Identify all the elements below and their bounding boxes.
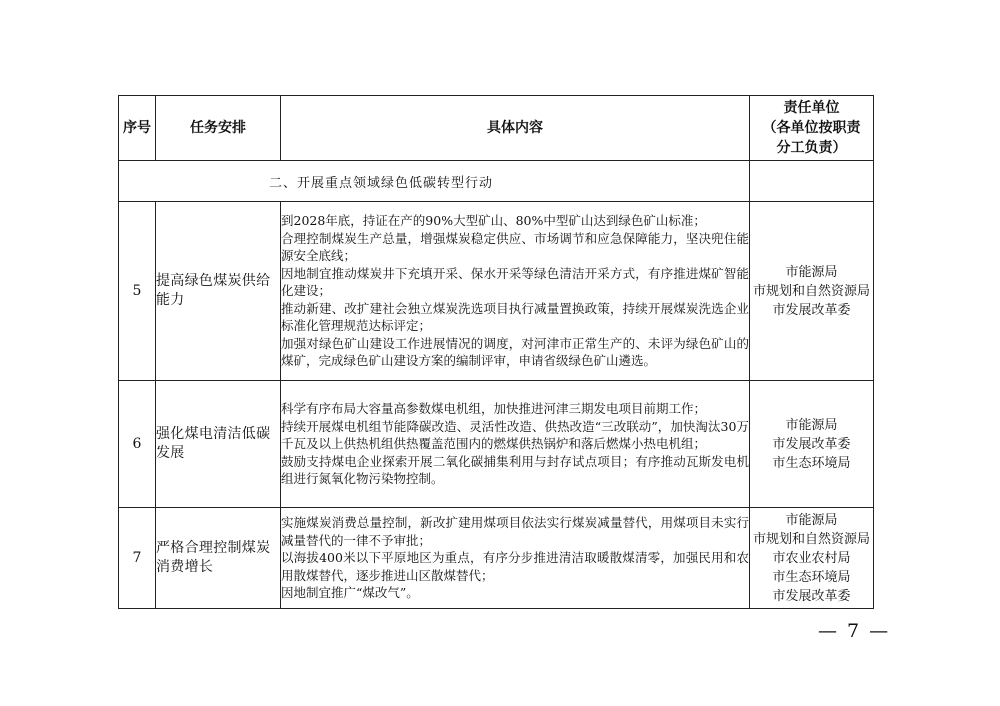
content-item: 因地制宜推广“煤改气”。: [281, 585, 419, 601]
content-item: 推动新建、改扩建社会独立煤炭洗选项目执行减量置换政策，持续开展煤炭洗选企业标准化管理规范达标评定；: [281, 300, 749, 334]
row-units: [750, 202, 874, 381]
row-content: [281, 381, 750, 508]
header-content: 具体内容: [281, 96, 750, 161]
row-index: 7: [119, 508, 156, 609]
content-item: 到2028年底，持证在产的90%大型矿山、80%中型矿山达到绿色矿山标准；: [281, 213, 706, 229]
unit-item: 市农业农村局: [772, 550, 851, 566]
section-row: [119, 161, 874, 202]
task-table: [118, 95, 874, 609]
content-item: 合理控制煤炭生产总量，增强煤炭稳定供应、市场调节和应急保障能力，坚决兜住能源安全底线；: [281, 230, 749, 264]
row-content: [281, 202, 750, 381]
content-item: 持续开展煤电机组节能降碳改造、灵活性改造、供热改造“三改联动”，加快淘汰30万千瓦及以上供热机组供热覆盖范围内的燃煤供热锅炉和落后燃煤小热电机组；: [281, 418, 749, 452]
content-item: 因地制宜推动煤炭井下充填开采、保水开采等绿色清洁开采方式，有序推进煤矿智能化建设；: [281, 265, 749, 299]
unit-item: 市发展改革委: [772, 588, 851, 604]
section-title: 二、开展重点领域绿色低碳转型行动: [119, 161, 750, 202]
row-task: 提高绿色煤炭供给能力: [156, 202, 281, 381]
unit-item: 市规划和自然资源局: [752, 531, 870, 547]
section-empty-cell: [750, 161, 874, 202]
header-index: 序号: [119, 96, 156, 161]
unit-item: 市规划和自然资源局: [752, 283, 870, 299]
unit-item: 市能源局: [785, 264, 838, 280]
header-unit: [750, 96, 874, 161]
unit-item: 市发展改革委: [772, 302, 851, 318]
row-index: 5: [119, 202, 156, 381]
table-row: [119, 508, 874, 609]
content-item: 加强对绿色矿山建设工作进展情况的调度，对河津市正常生产的、未评为绿色矿山的煤矿，完成绿色矿山建设方案的编制评审，申请省级绿色矿山遴选。: [281, 335, 749, 369]
table-row: [119, 202, 874, 381]
page-number: — 7 —: [818, 620, 891, 642]
row-content: [281, 508, 750, 609]
row-units: [750, 508, 874, 609]
row-units: [750, 381, 874, 508]
content-item: 实施煤炭消费总量控制，新改扩建用煤项目依法实行煤炭减量替代，用煤项目未实行减量替代的一律不予审批；: [281, 515, 749, 548]
unit-item: 市发展改革委: [772, 436, 851, 452]
header-unit-line1: 责任单位: [783, 100, 840, 116]
content-item: 科学有序布局大容量高参数煤电机组，加快推进河津三期发电项目前期工作；: [281, 401, 707, 417]
row-task: 严格合理控制煤炭消费增长: [156, 508, 281, 609]
content-item: 以海拔400米以下平原地区为重点，有序分步推进清洁取暖散煤清零，加强民用和农用散煤替代，逐步推进山区散煤替代；: [281, 550, 749, 583]
header-unit-line3: 分工负责）: [776, 140, 847, 156]
table-row: [119, 381, 874, 508]
unit-item: 市能源局: [785, 417, 838, 433]
row-task: 强化煤电清洁低碳发展: [156, 381, 281, 508]
header-unit-line2: （各单位按职责: [762, 120, 861, 136]
header-task: 任务安排: [156, 96, 281, 161]
row-index: 6: [119, 381, 156, 508]
content-item: 鼓励支持煤电企业探索开展二氧化碳捕集利用与封存试点项目；有序推动瓦斯发电机组进行氮氧化物污染物控制。: [281, 453, 749, 487]
table-header-row: [119, 96, 874, 161]
unit-item: 市能源局: [785, 512, 838, 528]
unit-item: 市生态环境局: [772, 455, 851, 471]
unit-item: 市生态环境局: [772, 569, 851, 585]
